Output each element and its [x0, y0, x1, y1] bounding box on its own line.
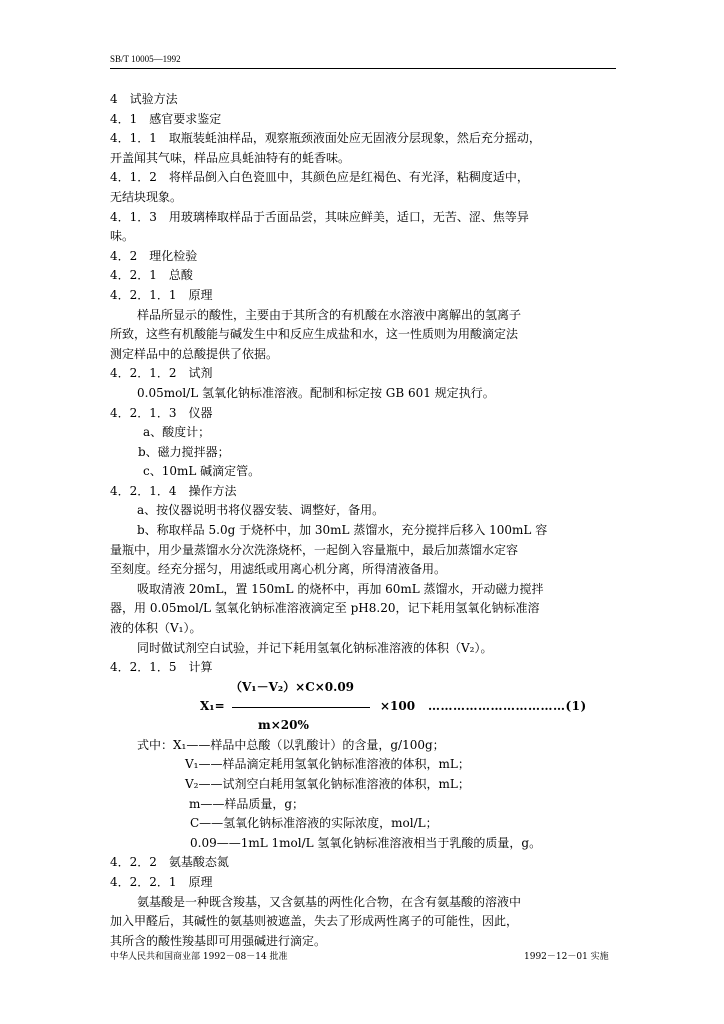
formula — [110, 678, 616, 736]
subsection-heading: 4．2．1．5 计算 — [110, 660, 213, 675]
paragraph-line: 测定样品中的总酸提供了依据。 — [110, 346, 279, 361]
list-item: b、磁力搅拌器； — [138, 444, 230, 459]
list-item: a、按仪器说明书将仪器安装、调整好，备用。 — [137, 503, 385, 518]
fraction-bar — [232, 707, 370, 708]
paragraph-line: 量瓶中，用少量蒸馏水分次洗涤烧杯，一起倒入容量瓶中，最后加蒸馏水定容 — [110, 542, 519, 557]
paragraph-line: 4．1．1 取瓶装蚝油样品，观察瓶颈液面处应无固液分层现象，然后充分摇动， — [110, 131, 541, 146]
variable-definition: V₁——样品滴定耗用氢氧化钠标准溶液的体积，mL； — [185, 757, 470, 772]
formula-multiplier: ×100 — [380, 698, 416, 713]
document-body — [110, 90, 616, 951]
paragraph-line: 0.05mol/L 氢氧化钠标准溶液。配制和标定按 GB 601 规定执行。 — [137, 385, 495, 400]
subsection-heading: 4．2．2 氨基酸态氮 — [110, 855, 229, 870]
paragraph-line: 至刻度。经充分摇匀，用滤纸或用离心机分离，所得清液备用。 — [110, 562, 447, 577]
paragraph-line: 吸取清液 20mL，置 150mL 的烧杯中，再加 60mL 蒸馏水，开动磁力搅拌 — [137, 581, 544, 596]
variable-definition: 式中：X₁——样品中总酸（以乳酸计）的含量，g/100g； — [137, 737, 445, 752]
variable-definition: V₂——试剂空白耗用氢氧化钠标准溶液的体积，mL； — [185, 777, 470, 791]
formula-denominator: m×20% — [258, 717, 309, 732]
list-item: a、酸度计； — [143, 425, 211, 440]
subsection-heading: 4．2．1．2 试剂 — [110, 366, 213, 381]
paragraph-line: 无结块现象。 — [110, 189, 183, 204]
subsection-heading: 4．2．1 总酸 — [110, 268, 193, 283]
subsection-heading: 4．2．1．3 仪器 — [110, 405, 213, 420]
paragraph-line: 器，用 0.05mol/L 氢氧化钠标准溶液滴定至 pH8.20，记下耗用氢氧化钠标准溶 — [110, 601, 540, 616]
paragraph-line: 加入甲醛后，其碱性的氨基则被遮盖，失去了形成两性离子的可能性，因此， — [110, 914, 519, 929]
paragraph-line: 开盖闻其气味，样品应具蚝油特有的蚝香味。 — [110, 150, 351, 165]
list-item: b、称取样品 5.0g 于烧杯中，加 30mL 蒸馏水，充分搅拌后移入 100mL 容 — [137, 523, 548, 538]
equation-number: ……………………………(1) — [428, 698, 587, 713]
subsection-heading: 4．1 感官要求鉴定 — [110, 111, 222, 126]
header-rule — [110, 68, 616, 69]
paragraph-line: 氨基酸是一种既含羧基，又含氨基的两性化合物，在含有氨基酸的溶液中 — [137, 894, 522, 909]
subsection-heading: 4．2．1．4 操作方法 — [110, 483, 237, 498]
paragraph-line: 所致，这些有机酸能与碱发生中和反应生成盐和水，这一性质则为用酸滴定法 — [110, 327, 519, 342]
implementation-date: 1992－12－01 实施 — [524, 952, 609, 962]
list-item: c、10mL 碱滴定管。 — [143, 464, 261, 479]
subsection-heading: 4．2 理化检验 — [110, 248, 198, 263]
section-heading: 4 试验方法 — [110, 92, 178, 106]
formula-numerator: （V₁－V₂）×C×0.09 — [230, 679, 355, 694]
variable-definition: 0.09——1mL 1mol/L 氢氧化钠标准溶液相当于乳酸的质量，g。 — [190, 835, 542, 850]
paragraph-line: 4．1．2 将样品倒入白色瓷皿中，其颜色应是红褐色、有光泽，粘稠度适中， — [110, 170, 529, 185]
subsection-heading: 4．2．1．1 原理 — [110, 287, 213, 302]
paragraph-line: 味。 — [110, 229, 135, 244]
standard-code: SB/T 10005—1992 — [110, 54, 181, 64]
variable-definition: m——样品质量，g； — [189, 796, 305, 811]
approval-date: 中华人民共和国商业部 1992－08－14 批准 — [110, 952, 288, 962]
subsection-heading: 4．2．2．1 原理 — [110, 874, 213, 889]
paragraph-line: 液的体积（V₁）。 — [110, 621, 202, 636]
paragraph-line: 样品所显示的酸性，主要由于其所含的有机酸在水溶液中离解出的氢离子 — [137, 307, 522, 322]
paragraph-line: 其所含的酸性羧基即可用强碱进行滴定。 — [110, 933, 327, 948]
formula-lhs: X₁= — [200, 698, 225, 713]
variable-definition: C——氢氧化钠标准溶液的实际浓度，mol/L； — [190, 816, 438, 831]
paragraph-line: 同时做试剂空白试验，并记下耗用氢氧化钠标准溶液的体积（V₂）。 — [137, 640, 493, 655]
paragraph-line: 4．1．3 用玻璃棒取样品于舌面品尝，其味应鲜美，适口，无苦、涩、焦等异 — [110, 209, 529, 224]
